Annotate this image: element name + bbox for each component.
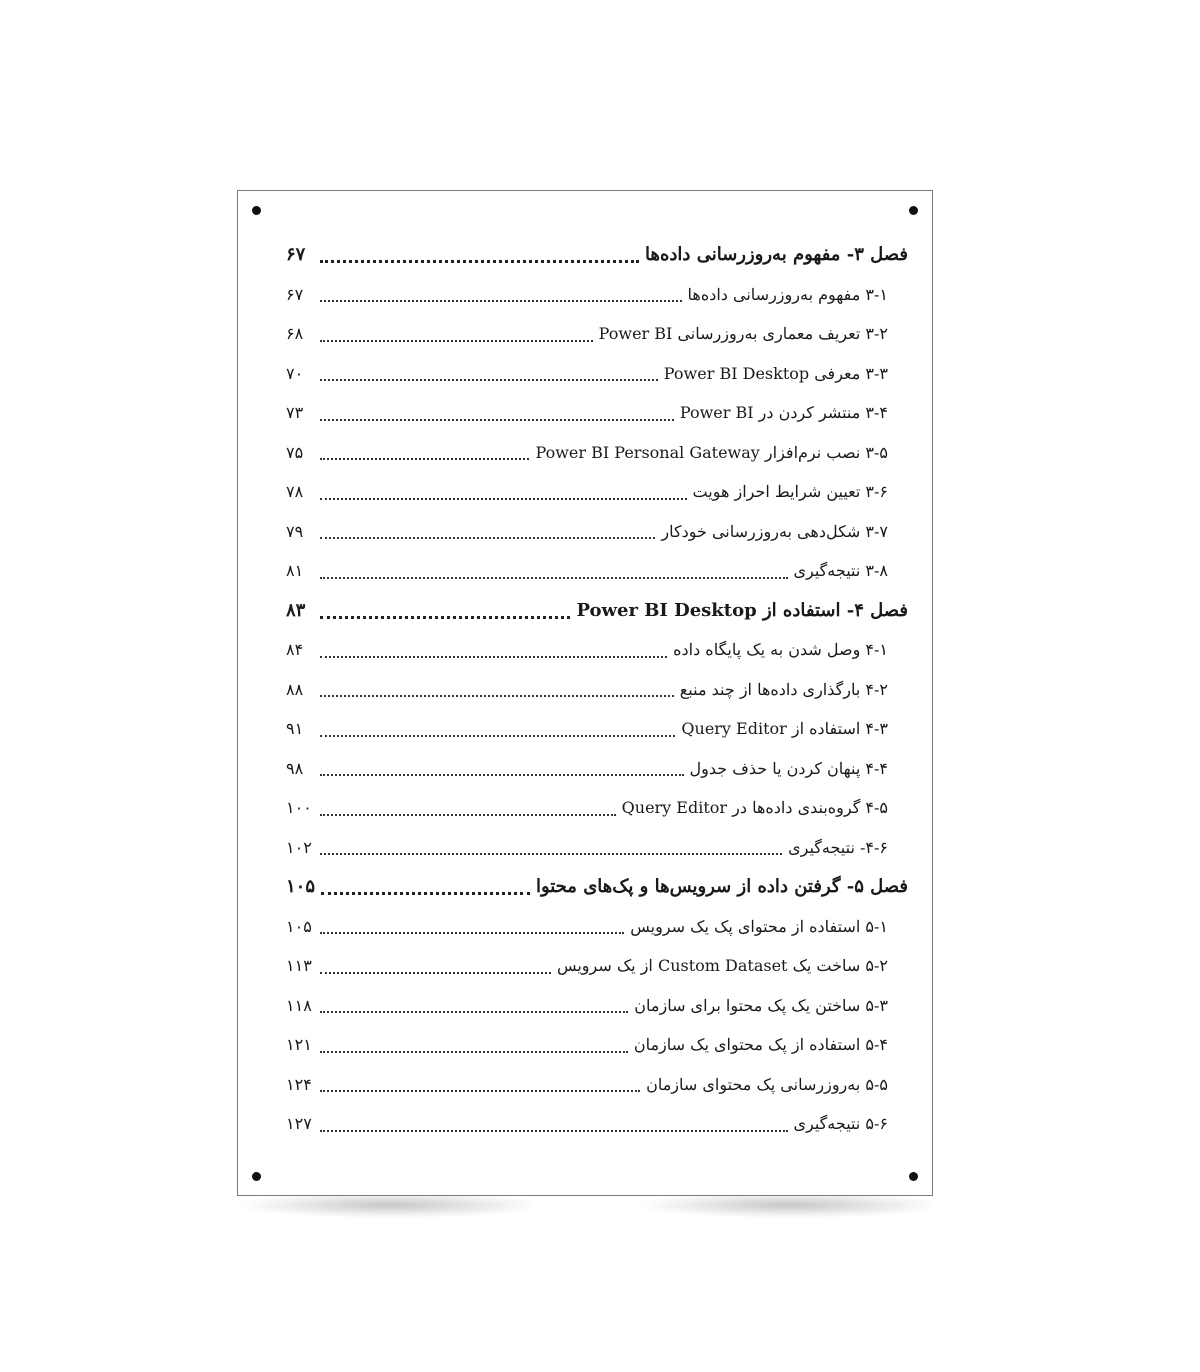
toc-title: ۴-۲ بارگذاری داده‌ها از چند منبع	[679, 679, 888, 699]
dot-leader	[320, 340, 593, 342]
dot-leader	[320, 616, 570, 619]
toc-chapter-5	[286, 867, 908, 907]
toc-title: ۵-۳ ساختن یک پک محتوا برای سازمان	[634, 995, 888, 1015]
toc-title: ۳-۷ شکل‌دهی به‌روزرسانی خودکار	[661, 521, 888, 541]
toc-title: ۳-۱ مفهوم به‌روزرسانی داده‌ها	[687, 284, 888, 304]
toc-section-3-7	[286, 512, 908, 552]
dot-leader	[320, 1090, 640, 1092]
dot-leader	[320, 458, 529, 460]
toc-section-3-6	[286, 472, 908, 512]
toc-section-4-2	[286, 670, 908, 710]
toc-section-3-2	[286, 314, 908, 354]
toc-page-number: ۱۱۳	[286, 956, 312, 975]
toc-page-number: ۸۴	[286, 640, 304, 659]
toc-page-number: ۶۷	[286, 244, 306, 265]
toc-title: فصل ۵- گرفتن داده از سرویس‌ها و پک‌های محتوا	[535, 876, 908, 897]
dot-leader	[320, 1130, 788, 1132]
toc-title: ۴-۳ استفاده از Query Editor	[681, 719, 888, 738]
toc-section-4-4	[286, 749, 908, 789]
toc-section-5-6	[286, 1104, 908, 1144]
toc-section-4-6	[286, 828, 908, 868]
dot-leader	[320, 577, 788, 579]
corner-dot-top-right	[909, 206, 918, 215]
toc-title: ۴-۱ وصل شدن به یک پایگاه داده	[673, 640, 888, 659]
toc-title: فصل ۴- استفاده از Power BI Desktop	[576, 599, 908, 621]
toc-page-number: ۱۱۸	[286, 995, 312, 1015]
dot-leader	[320, 656, 667, 658]
toc-page-number: ۱۰۲	[286, 837, 312, 857]
table-of-contents	[286, 235, 908, 1144]
toc-section-3-5	[286, 433, 908, 473]
toc-page-number: ۶۷	[286, 284, 304, 304]
corner-dot-bottom-left	[252, 1172, 261, 1181]
toc-title: ۵-۶ نتیجه‌گیری	[793, 1114, 888, 1133]
toc-page-number: ۱۲۱	[286, 1035, 312, 1054]
toc-page-number: ۱۲۷	[286, 1114, 312, 1133]
toc-page-number: ۸۳	[286, 599, 306, 621]
toc-title: ۳-۸ نتیجه‌گیری	[793, 561, 888, 580]
dot-leader	[320, 735, 675, 737]
toc-title: ۳-۶ تعیین شرایط احراز هویت	[692, 482, 888, 501]
toc-section-4-3	[286, 709, 908, 749]
dot-leader	[320, 1011, 628, 1013]
toc-section-3-1	[286, 275, 908, 315]
toc-chapter-3	[286, 235, 908, 275]
dot-leader	[320, 695, 674, 697]
toc-section-3-4	[286, 393, 908, 433]
toc-title: ۴-۵ گروه‌بندی داده‌ها در Query Editor	[621, 798, 888, 817]
toc-page-number: ۷۵	[286, 442, 304, 462]
dot-leader	[320, 1051, 628, 1053]
toc-chapter-4	[286, 591, 908, 631]
toc-title: ۳-۳ معرفی Power BI Desktop	[663, 363, 888, 383]
toc-section-4-1	[286, 630, 908, 670]
dot-leader	[320, 972, 551, 974]
dot-leader	[320, 498, 687, 500]
toc-section-5-3	[286, 986, 908, 1026]
toc-page-number: ۷۹	[286, 521, 304, 541]
dot-leader	[320, 419, 674, 421]
dot-leader	[320, 774, 684, 776]
dot-leader	[320, 853, 782, 855]
toc-page-number: ۷۳	[286, 403, 304, 422]
toc-title: ۴-۶- نتیجه‌گیری	[788, 837, 888, 857]
toc-section-5-2	[286, 946, 908, 986]
toc-title: ۵-۲ ساخت یک Custom Dataset از یک سرویس	[556, 956, 888, 975]
document-page	[237, 190, 933, 1196]
toc-page-number: ۱۲۴	[286, 1074, 312, 1094]
toc-section-5-1	[286, 907, 908, 947]
toc-section-5-5	[286, 1065, 908, 1105]
toc-title: ۴-۴ پنهان کردن یا حذف جدول	[689, 758, 888, 778]
toc-section-4-5	[286, 788, 908, 828]
dot-leader	[320, 537, 655, 539]
dot-leader	[320, 260, 639, 263]
toc-page-number: ۸۸	[286, 679, 304, 699]
toc-title: ۳-۲ تعریف معماری به‌روزرسانی Power BI	[598, 324, 888, 343]
corner-dot-bottom-right	[909, 1172, 918, 1181]
toc-page-number: ۷۸	[286, 482, 304, 501]
toc-page-number: ۱۰۵	[286, 876, 316, 897]
toc-title: ۵-۵ به‌روزرسانی پک محتوای سازمان	[646, 1074, 888, 1094]
dot-leader	[320, 932, 624, 934]
toc-page-number: ۱۰۰	[286, 798, 312, 817]
toc-page-number: ۸۱	[286, 561, 304, 580]
corner-dot-top-left	[252, 206, 261, 215]
toc-section-5-4	[286, 1025, 908, 1065]
toc-section-3-3	[286, 354, 908, 394]
dot-leader	[320, 814, 616, 816]
toc-title: ۳-۴ منتشر کردن در Power BI	[679, 403, 888, 422]
toc-page-number: ۹۸	[286, 758, 304, 778]
toc-section-3-8	[286, 551, 908, 591]
toc-page-number: ۶۸	[286, 324, 304, 343]
dot-leader	[321, 892, 530, 895]
toc-title: ۳-۵ نصب نرم‌افزار Power BI Personal Gateway	[535, 442, 888, 462]
dot-leader	[320, 300, 682, 302]
dot-leader	[320, 379, 658, 381]
toc-title: ۵-۱ استفاده از محتوای پک یک سرویس	[630, 916, 888, 936]
toc-page-number: ۱۰۵	[286, 916, 312, 936]
toc-title: ۵-۴ استفاده از پک محتوای یک سازمان	[633, 1035, 888, 1054]
toc-title: فصل ۳- مفهوم به‌روزرسانی داده‌ها	[644, 244, 908, 265]
toc-page-number: ۹۱	[286, 719, 304, 738]
toc-page-number: ۷۰	[286, 363, 304, 383]
